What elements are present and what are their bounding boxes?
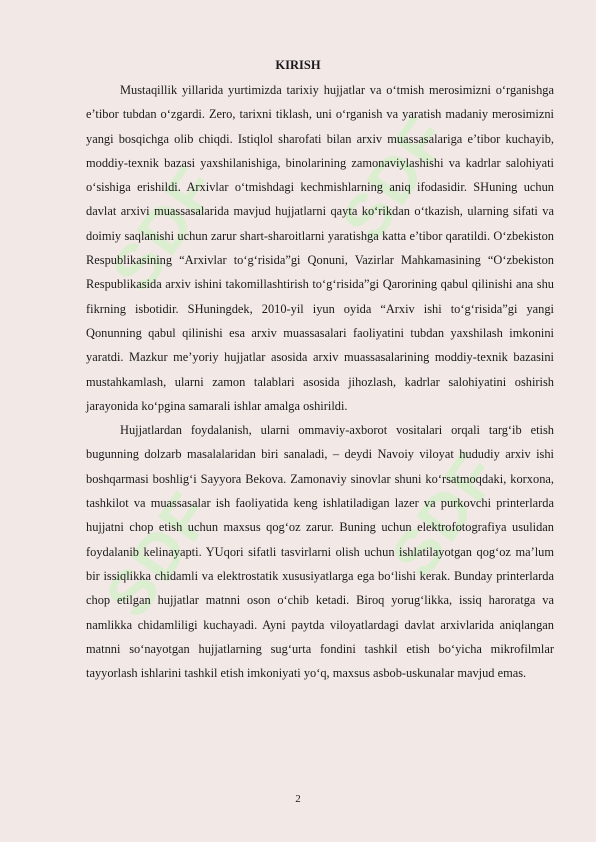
body-text: [86, 78, 554, 685]
paragraph: Mustaqillik yillarida yurtimizda tarixiy hujjatlar va o‘tmish merosimizni o‘rganishga e’tibor tubdan o‘zgardi. Zero, tarixni tiklash, uni o‘rganish va yaratish madaniy merosimizni yangi bosqichga olib chiqdi. Istiqlol sharofati bilan arxiv muassasalariga e’tibor kuchayib, moddiy-texnik bazasi yaxshilanishiga, binolarining zamonaviylashishi va kadrlar salohiyati o‘sishiga erishildi. Arxivlar o‘tmishdagi kechmishlarning aniq ifodasidir. SHuning uchun davlat arxivi muassasalarida mavjud hujjatlarni qayta ko‘rikdan o‘tkazish, ularning sifati va doimiy saqlanishi uchun zarur shart-sharoitlarni yaratishga katta e’tibor qaratildi. O‘zbekiston Respublikasining “Arxivlar to‘g‘risida”gi Qonuni, Vazirlar Mahkamasining “O‘zbekiston Respublikasida arxiv ishini takomillashtirish to‘g‘risida”gi Qarorining qabul qilinishi ana shu fikrning isbotidir. SHuningdek, 2010-yil iyun oyida “Arxiv ishi to‘g‘risida”gi yangi Qonunning qabul qilinishi esa arxiv muassasalari faoliyatini tubdan yaxshilash imkonini yaratdi. Mazkur me’yoriy hujjatlar asosida arxiv muassasalarining moddiy-texnik bazasini mustahkamlash, ularni zamon talablari asosida jihozlash, kadrlar salohiyatini oshirish jarayonida ko‘pgina samarali ishlar amalga oshirildi.: [86, 83, 554, 413]
watermark-logo: SDF: [90, 478, 227, 630]
page-number: 2: [295, 793, 301, 805]
page-heading: KIRISH: [275, 58, 321, 72]
watermark-logo: SDF: [376, 438, 513, 590]
watermark-logo: SDF: [326, 102, 463, 254]
paragraph: Hujjatlardan foydalanish, ularni ommaviy-axborot vositalari orqali targ‘ib etish bugunning dolzarb masalalaridan biri sanaladi, – deydi Navoiy viloyat hududiy arxiv ishi boshqarmasi boshlig‘i Sayyora Bekova. Zamonaviy sinovlar shuni ko‘rsatmoqdaki, korxona, tashkilot va muassasalar ish faoliyatida keng ishlatiladigan lazer va purkovchi printerlarda hujjatni chop etish uchun maxsus qog‘oz zarur. Buning uchun elektrofotografiya usulidan foydalanib kelinayapti. YUqori sifatli tasvirlarni olish uchun ishlatilayotgan qog‘oz ma’lum bir issiqlikka chidamli va elektrostatik xususiyatlarga ega bo‘lishi kerak. Bunday printerlarda chop etilgan hujjatlar matnni oson o‘chib ketadi. Biroq yorug‘likka, issiq haroratga va namlikka chidamliligi kuchayadi. Ayni paytda viloyatlardagi davlat arxivlarida aniqlangan matnni so‘nayotgan hujjatlarning sug‘urta fondini tashkil etish bo‘yicha mikrofilmlar tayyorlash ishlarini tashkil etish imkoniyati yo‘q, maxsus asbob-uskunalar mavjud emas.: [86, 423, 554, 681]
watermark-logo: SDF: [96, 152, 233, 304]
